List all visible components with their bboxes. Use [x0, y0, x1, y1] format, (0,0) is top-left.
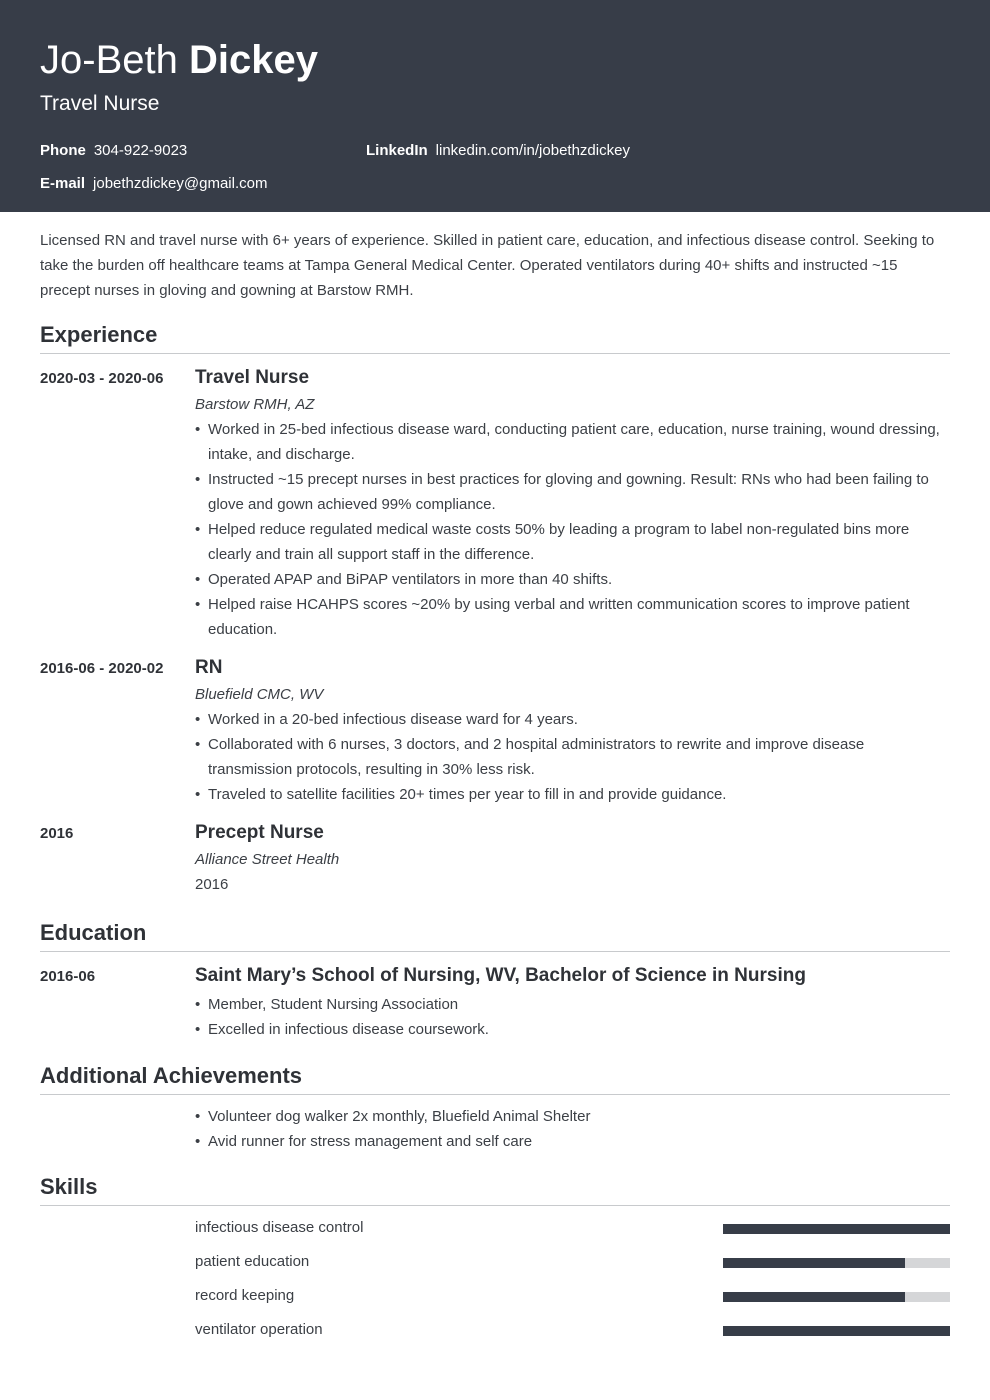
skill-row [195, 1318, 950, 1342]
candidate-name [40, 36, 318, 84]
achievements-bullets [195, 1104, 950, 1154]
bullet-item: • Helped reduce regulated medical waste costs 50% by leading a program to label non-regulated bins more clearly and train all support staff in the difference. [195, 517, 950, 567]
skill-row [195, 1284, 950, 1308]
bullet-item: • Traveled to satellite facilities 20+ times per year to fill in and provide guidance. [195, 782, 950, 807]
skill-level-fill [723, 1224, 950, 1234]
linkedin-link[interactable]: linkedin.com/in/jobethzdickey [435, 142, 630, 159]
education-heading: Education [40, 919, 950, 952]
bullet-item: • Worked in 25-bed infectious disease ward, conducting patient care, education, nurse training, wound dressing, intake, and discharge. [195, 417, 950, 467]
skill-level-bar [723, 1326, 950, 1336]
skill-name: ventilator operation [195, 1321, 323, 1338]
entry-organization: Alliance Street Health [195, 851, 340, 868]
skill-name: infectious disease control [195, 1219, 364, 1236]
skill-level-bar [723, 1258, 950, 1268]
entry-dates: 2020-03 - 2020-06 [40, 370, 164, 387]
contact-linkedin [366, 141, 630, 161]
skill-level-fill [723, 1258, 905, 1268]
entry-note: 2016 [195, 876, 229, 893]
first-name: Jo-Beth [40, 38, 178, 82]
phone-value: 304-922-9023 [93, 142, 188, 159]
education-bullets [195, 992, 950, 1042]
experience-entry [40, 366, 950, 642]
bullet-item: • Operated APAP and BiPAP ventilators in more than 40 shifts. [195, 567, 950, 592]
skill-row [195, 1250, 950, 1274]
bullet-item: • Avid runner for stress management and self care [195, 1129, 950, 1154]
bullet-item: • Member, Student Nursing Association [195, 992, 950, 1017]
skill-name: patient education [195, 1253, 310, 1270]
experience-entry [40, 821, 950, 897]
skills-heading: Skills [40, 1173, 950, 1206]
skill-level-fill [723, 1326, 950, 1336]
linkedin-label: LinkedIn [366, 142, 428, 159]
experience-entry [40, 656, 950, 807]
skill-level-fill [723, 1292, 905, 1302]
entry-dates: 2016 [40, 825, 74, 842]
phone-label: Phone [40, 142, 86, 159]
entry-bullets [195, 417, 950, 642]
contact-phone [40, 141, 187, 161]
achievements-heading: Additional Achievements [40, 1062, 950, 1095]
bullet-item: • Helped raise HCAHPS scores ~20% by using verbal and written communication scores to improve patient education. [195, 592, 950, 642]
education-degree: Saint Mary’s School of Nursing, WV, Bachelor of Science in Nursing [195, 965, 806, 986]
entry-role: Precept Nurse [195, 822, 324, 843]
entry-organization: Barstow RMH, AZ [195, 396, 315, 413]
entry-role: RN [195, 657, 223, 678]
education-date: 2016-06 [40, 968, 96, 985]
job-title: Travel Nurse [40, 92, 160, 115]
bullet-item: • Worked in a 20-bed infectious disease ward for 4 years. [195, 707, 950, 732]
email-link[interactable]: jobethzdickey@gmail.com [93, 175, 268, 192]
bullet-item: • Volunteer dog walker 2x monthly, Bluefield Animal Shelter [195, 1104, 950, 1129]
experience-heading: Experience [40, 321, 950, 354]
entry-dates: 2016-06 - 2020-02 [40, 660, 164, 677]
bullet-item: • Instructed ~15 precept nurses in best practices for gloving and gowning. Result: RNs who had been failing to glove and gown achieved 99% compliance. [195, 467, 950, 517]
skill-level-bar [723, 1292, 950, 1302]
contact-email [40, 174, 267, 194]
bullet-item: • Collaborated with 6 nurses, 3 doctors, and 2 hospital administrators to rewrite and improve disease transmission protocols, resulting in 30% less risk. [195, 732, 950, 782]
last-name: Dickey [188, 38, 318, 82]
skill-row [195, 1216, 950, 1240]
skill-name: record keeping [195, 1287, 295, 1304]
bullet-item: • Excelled in infectious disease coursework. [195, 1017, 950, 1042]
entry-bullets [195, 707, 950, 807]
summary-paragraph: Licensed RN and travel nurse with 6+ years of experience. Skilled in patient care, education, and infectious disease control. Seeking to take the burden off healthcare teams at Tampa General Medical Center. Operated ventilators during 40+ shifts and instructed ~15 precept nurses in gloving and gowning at Barstow RMH. [40, 232, 935, 299]
entry-organization: Bluefield CMC, WV [195, 686, 324, 703]
entry-role: Travel Nurse [195, 367, 310, 388]
resume-header [0, 0, 990, 212]
email-label: E-mail [40, 175, 86, 192]
skill-level-bar [723, 1224, 950, 1234]
achievements-entry [40, 1104, 950, 1154]
education-entry [40, 964, 950, 1042]
